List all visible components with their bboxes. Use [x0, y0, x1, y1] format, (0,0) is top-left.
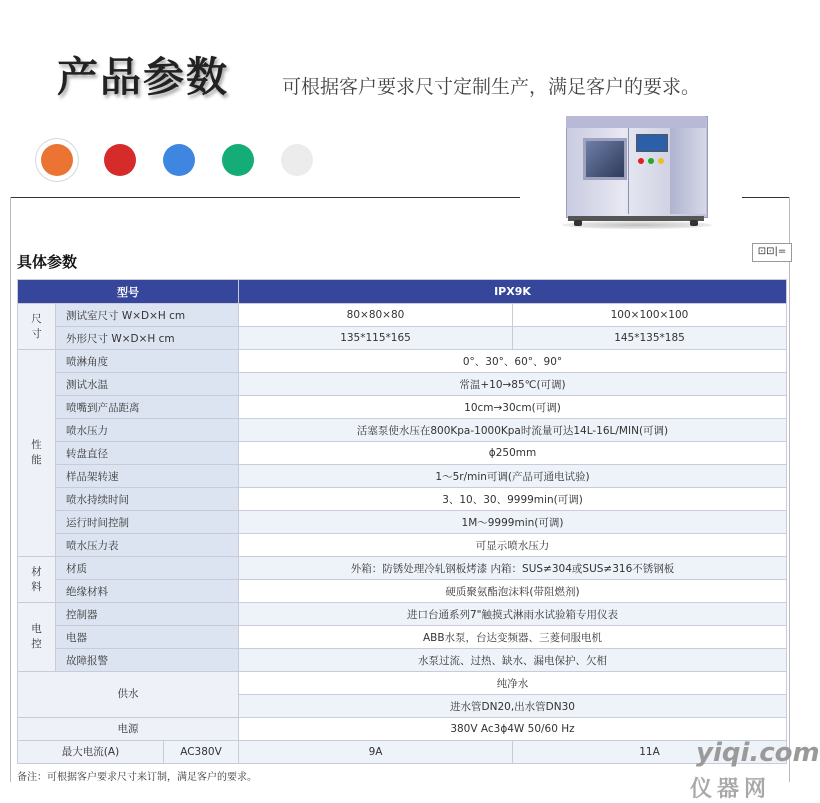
row-value: 9A [239, 741, 513, 764]
watermark-bottom: 仪器网 [690, 777, 772, 802]
row-value: 80×80×80 [239, 304, 513, 327]
row-value: 1M～9999min(可调) [239, 511, 787, 534]
row-name: 喷水压力 [56, 419, 239, 442]
fullscreen-icon[interactable]: ⊡⊡|= [752, 243, 792, 262]
watermark-logo [690, 738, 820, 802]
category-performance: 性 能 [18, 350, 56, 557]
table-row [18, 741, 787, 764]
category-electric: 电 控 [18, 603, 56, 672]
table-header-row [18, 280, 787, 304]
table-row [18, 511, 787, 534]
row-name: 样品架转速 [56, 465, 239, 488]
model-label: 型号 [18, 280, 239, 304]
color-swatch-red[interactable] [104, 144, 136, 176]
row-value: 11A [513, 741, 787, 764]
row-name: 控制器 [56, 603, 239, 626]
row-value: 135*115*165 [239, 327, 513, 350]
row-name: 材质 [56, 557, 239, 580]
color-swatch-blue[interactable] [163, 144, 195, 176]
row-value: 100×100×100 [513, 304, 787, 327]
table-row [18, 419, 787, 442]
table-row [18, 603, 787, 626]
row-value: 进口台通系列7"触摸式淋雨水试验箱专用仪表 [239, 603, 787, 626]
row-value: 145*135*185 [513, 327, 787, 350]
frame-top-line-left [10, 197, 520, 198]
row-value: 380V Ac3ϕ4W 50/60 Hz [239, 718, 787, 741]
product-image [566, 116, 711, 228]
table-row [18, 442, 787, 465]
footnote: 备注：可根据客户要求尺寸来订制，满足客户的要求。 [17, 772, 257, 783]
table-row [18, 649, 787, 672]
row-name: 喷水持续时间 [56, 488, 239, 511]
row-value: ϕ250mm [239, 442, 787, 465]
row-name: 电器 [56, 626, 239, 649]
row-value: 3、10、30、9999min(可调) [239, 488, 787, 511]
row-name: 喷淋角度 [56, 350, 239, 373]
row-value: 可显示喷水压力 [239, 534, 787, 557]
page-subtitle: 可根据客户要求尺寸定制生产，满足客户的要求。 [282, 76, 701, 98]
row-name: 转盘直径 [56, 442, 239, 465]
section-title: 具体参数 [17, 253, 78, 271]
page-title: 产品参数 [57, 53, 229, 101]
color-swatch-white[interactable] [281, 144, 313, 176]
watermark-top: yiqi.com [696, 738, 820, 768]
current-voltage: AC380V [164, 741, 239, 764]
table-row [18, 718, 787, 741]
row-value: 外箱：防锈处理冷轧钢板烤漆 内箱：SUS≠304或SUS≠316不锈钢板 [239, 557, 787, 580]
row-value: 常温+10→85℃(可调) [239, 373, 787, 396]
row-name: 测试室尺寸 W×D×H cm [56, 304, 239, 327]
water-label: 供水 [18, 672, 239, 718]
table-row [18, 373, 787, 396]
table-row [18, 396, 787, 419]
row-name: 运行时间控制 [56, 511, 239, 534]
table-row [18, 672, 787, 695]
category-size: 尺 寸 [18, 304, 56, 350]
frame-top-line-right [742, 197, 790, 198]
row-value: 10cm→30cm(可调) [239, 396, 787, 419]
row-name: 外形尺寸 W×D×H cm [56, 327, 239, 350]
category-material: 材 料 [18, 557, 56, 603]
row-value: 硬质聚氨酯泡沫料(带阻燃剂) [239, 580, 787, 603]
table-row [18, 557, 787, 580]
row-name: 测试水温 [56, 373, 239, 396]
table-row [18, 327, 787, 350]
row-value: 纯净水 [239, 672, 787, 695]
table-row [18, 626, 787, 649]
table-row [18, 350, 787, 373]
current-label: 最大电流(A) [18, 741, 164, 764]
row-value: 活塞泵使水压在800Kpa-1000Kpa时流量可达14L-16L/MIN(可调) [239, 419, 787, 442]
power-label: 电源 [18, 718, 239, 741]
row-value: ABB水泵，台达变频器、三菱伺服电机 [239, 626, 787, 649]
row-name: 绝缘材料 [56, 580, 239, 603]
color-swatch-orange[interactable] [41, 144, 73, 176]
frame-right-border [789, 197, 790, 782]
row-value: 水泵过流、过热、缺水、漏电保护、欠相 [239, 649, 787, 672]
table-row [18, 488, 787, 511]
color-swatch-green[interactable] [222, 144, 254, 176]
frame-left-border [10, 197, 11, 782]
row-value: 0°、30°、60°、90° [239, 350, 787, 373]
table-row [18, 580, 787, 603]
model-value: IPX9K [239, 280, 787, 304]
row-value: 1～5r/min可调(产品可通电试验) [239, 465, 787, 488]
table-row [18, 304, 787, 327]
row-name: 故障报警 [56, 649, 239, 672]
table-row [18, 534, 787, 557]
row-name: 喷水压力表 [56, 534, 239, 557]
table-row [18, 465, 787, 488]
row-name: 喷嘴到产品距离 [56, 396, 239, 419]
spec-table [17, 279, 787, 764]
row-value: 进水管DN20,出水管DN30 [239, 695, 787, 718]
